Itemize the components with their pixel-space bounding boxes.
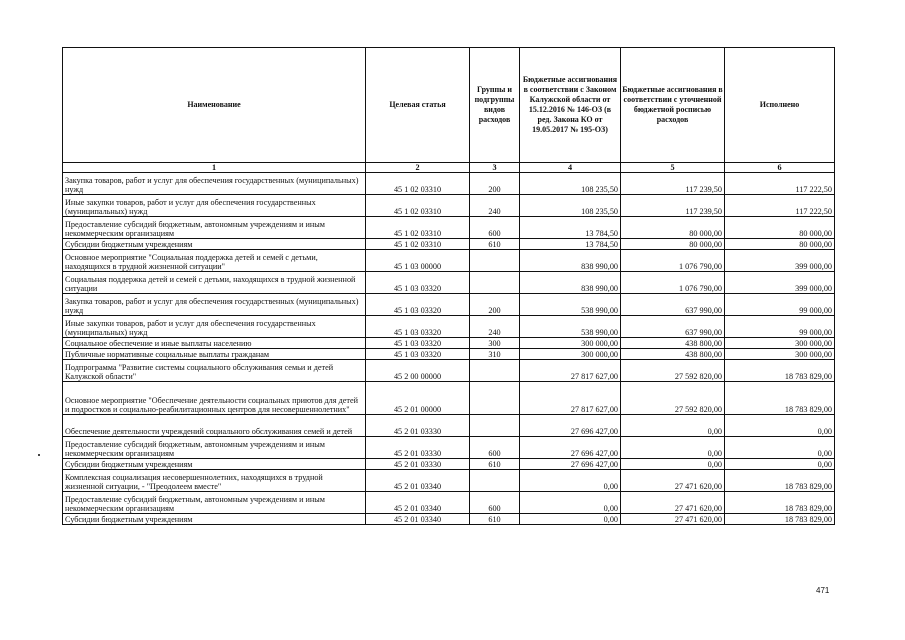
row-law-amount: 0,00 bbox=[520, 470, 621, 492]
row-law-amount: 27 696 427,00 bbox=[520, 415, 621, 437]
row-name: Предоставление субсидий бюджетным, автономным учреждениям и иным некоммерческим организациям bbox=[63, 437, 366, 459]
row-target-article: 45 1 03 00000 bbox=[366, 250, 470, 272]
table-row bbox=[63, 338, 835, 349]
row-target-article: 45 2 01 00000 bbox=[366, 382, 470, 415]
row-target-article: 45 1 03 03320 bbox=[366, 349, 470, 360]
column-number-row bbox=[63, 163, 835, 173]
row-law-amount: 27 817 627,00 bbox=[520, 382, 621, 415]
row-schedule-amount: 1 076 790,00 bbox=[621, 272, 725, 294]
row-schedule-amount: 117 239,50 bbox=[621, 195, 725, 217]
header-executed: Исполнено bbox=[725, 48, 835, 163]
row-schedule-amount: 0,00 bbox=[621, 437, 725, 459]
row-name: Субсидии бюджетным учреждениям bbox=[63, 239, 366, 250]
row-executed-amount: 300 000,00 bbox=[725, 349, 835, 360]
row-target-article: 45 2 00 00000 bbox=[366, 360, 470, 382]
column-number: 3 bbox=[470, 163, 520, 173]
header-expense-groups: Группы и подгруппы видов расходов bbox=[470, 48, 520, 163]
row-schedule-amount: 27 592 820,00 bbox=[621, 360, 725, 382]
row-name: Основное мероприятие "Обеспечение деятельности социальных приютов для детей и подростков и социально-реабилитационных центров для несовершеннолетних" bbox=[63, 382, 366, 415]
row-expense-group: 610 bbox=[470, 459, 520, 470]
row-schedule-amount: 27 471 620,00 bbox=[621, 514, 725, 525]
row-target-article: 45 2 01 03340 bbox=[366, 492, 470, 514]
row-expense-group: 610 bbox=[470, 514, 520, 525]
table-row bbox=[63, 316, 835, 338]
row-executed-amount: 80 000,00 bbox=[725, 239, 835, 250]
table-row bbox=[63, 470, 835, 492]
row-schedule-amount: 1 076 790,00 bbox=[621, 250, 725, 272]
row-target-article: 45 1 02 03310 bbox=[366, 217, 470, 239]
row-law-amount: 838 990,00 bbox=[520, 272, 621, 294]
budget-table bbox=[62, 47, 835, 525]
column-number: 5 bbox=[621, 163, 725, 173]
row-expense-group: 200 bbox=[470, 173, 520, 195]
row-law-amount: 538 990,00 bbox=[520, 294, 621, 316]
row-law-amount: 108 235,50 bbox=[520, 173, 621, 195]
row-law-amount: 0,00 bbox=[520, 514, 621, 525]
row-expense-group bbox=[470, 415, 520, 437]
row-target-article: 45 1 03 03320 bbox=[366, 272, 470, 294]
row-law-amount: 27 817 627,00 bbox=[520, 360, 621, 382]
row-expense-group: 200 bbox=[470, 294, 520, 316]
row-name: Комплексная социализация несовершеннолетних, находящихся в трудной жизненной ситуации, - "Преодолеем вместе" bbox=[63, 470, 366, 492]
table-row bbox=[63, 437, 835, 459]
table-row bbox=[63, 250, 835, 272]
row-expense-group bbox=[470, 272, 520, 294]
row-target-article: 45 1 03 03320 bbox=[366, 294, 470, 316]
table-row bbox=[63, 459, 835, 470]
row-name: Предоставление субсидий бюджетным, автономным учреждениям и иным некоммерческим организациям bbox=[63, 492, 366, 514]
header-target-article: Целевая статья bbox=[366, 48, 470, 163]
row-executed-amount: 0,00 bbox=[725, 459, 835, 470]
row-expense-group: 300 bbox=[470, 338, 520, 349]
row-name: Публичные нормативные социальные выплаты гражданам bbox=[63, 349, 366, 360]
row-schedule-amount: 117 239,50 bbox=[621, 173, 725, 195]
row-expense-group bbox=[470, 382, 520, 415]
row-schedule-amount: 438 800,00 bbox=[621, 349, 725, 360]
row-name: Закупка товаров, работ и услуг для обеспечения государственных (муниципальных) нужд bbox=[63, 173, 366, 195]
table-row bbox=[63, 195, 835, 217]
row-expense-group bbox=[470, 360, 520, 382]
row-name: Предоставление субсидий бюджетным, автономным учреждениям и иным некоммерческим организациям bbox=[63, 217, 366, 239]
row-expense-group: 240 bbox=[470, 195, 520, 217]
column-number: 4 bbox=[520, 163, 621, 173]
table-row bbox=[63, 360, 835, 382]
table-row bbox=[63, 173, 835, 195]
header-name: Наименование bbox=[63, 48, 366, 163]
row-executed-amount: 0,00 bbox=[725, 415, 835, 437]
column-number: 2 bbox=[366, 163, 470, 173]
row-name: Обеспечение деятельности учреждений социального обслуживания семей и детей bbox=[63, 415, 366, 437]
row-executed-amount: 399 000,00 bbox=[725, 250, 835, 272]
row-schedule-amount: 637 990,00 bbox=[621, 316, 725, 338]
row-expense-group: 240 bbox=[470, 316, 520, 338]
row-name: Социальная поддержка детей и семей с детьми, находящихся в трудной жизненной ситуации bbox=[63, 272, 366, 294]
row-name: Субсидии бюджетным учреждениям bbox=[63, 459, 366, 470]
row-schedule-amount: 637 990,00 bbox=[621, 294, 725, 316]
row-target-article: 45 2 01 03330 bbox=[366, 415, 470, 437]
row-executed-amount: 18 783 829,00 bbox=[725, 382, 835, 415]
row-law-amount: 108 235,50 bbox=[520, 195, 621, 217]
row-schedule-amount: 0,00 bbox=[621, 459, 725, 470]
row-schedule-amount: 0,00 bbox=[621, 415, 725, 437]
row-law-amount: 13 784,50 bbox=[520, 217, 621, 239]
row-executed-amount: 300 000,00 bbox=[725, 338, 835, 349]
row-executed-amount: 99 000,00 bbox=[725, 294, 835, 316]
row-executed-amount: 99 000,00 bbox=[725, 316, 835, 338]
column-number: 6 bbox=[725, 163, 835, 173]
row-name: Субсидии бюджетным учреждениям bbox=[63, 514, 366, 525]
row-law-amount: 300 000,00 bbox=[520, 338, 621, 349]
row-target-article: 45 2 01 03340 bbox=[366, 470, 470, 492]
page-number: 471 bbox=[816, 586, 830, 595]
row-law-amount: 538 990,00 bbox=[520, 316, 621, 338]
row-target-article: 45 1 02 03310 bbox=[366, 173, 470, 195]
row-target-article: 45 1 03 03320 bbox=[366, 338, 470, 349]
row-expense-group: 600 bbox=[470, 437, 520, 459]
row-expense-group bbox=[470, 250, 520, 272]
row-target-article: 45 2 01 03330 bbox=[366, 437, 470, 459]
header-schedule-allocations: Бюджетные ассигнования в соответствии с уточненной бюджетной росписью расходов bbox=[621, 48, 725, 163]
table-row bbox=[63, 415, 835, 437]
row-target-article: 45 2 01 03330 bbox=[366, 459, 470, 470]
table-row bbox=[63, 272, 835, 294]
row-law-amount: 27 696 427,00 bbox=[520, 437, 621, 459]
row-name: Подпрограмма "Развитие системы социального обслуживания семьи и детей Калужской области" bbox=[63, 360, 366, 382]
row-target-article: 45 2 01 03340 bbox=[366, 514, 470, 525]
table-row bbox=[63, 349, 835, 360]
row-executed-amount: 117 222,50 bbox=[725, 173, 835, 195]
row-law-amount: 838 990,00 bbox=[520, 250, 621, 272]
row-law-amount: 13 784,50 bbox=[520, 239, 621, 250]
row-name: Закупка товаров, работ и услуг для обеспечения государственных (муниципальных) нужд bbox=[63, 294, 366, 316]
row-expense-group bbox=[470, 470, 520, 492]
row-executed-amount: 80 000,00 bbox=[725, 217, 835, 239]
row-target-article: 45 1 02 03310 bbox=[366, 195, 470, 217]
row-schedule-amount: 80 000,00 bbox=[621, 217, 725, 239]
row-schedule-amount: 438 800,00 bbox=[621, 338, 725, 349]
row-executed-amount: 0,00 bbox=[725, 437, 835, 459]
row-schedule-amount: 27 592 820,00 bbox=[621, 382, 725, 415]
row-executed-amount: 18 783 829,00 bbox=[725, 360, 835, 382]
header-law-allocations: Бюджетные ассигнования в соответствии с Законом Калужской области от 15.12.2016 № 146-ОЗ (в ред. Закона КО от 19.05.2017 № 195-ОЗ) bbox=[520, 48, 621, 163]
column-number: 1 bbox=[63, 163, 366, 173]
row-executed-amount: 18 783 829,00 bbox=[725, 514, 835, 525]
row-schedule-amount: 80 000,00 bbox=[621, 239, 725, 250]
header-row bbox=[63, 48, 835, 163]
row-executed-amount: 399 000,00 bbox=[725, 272, 835, 294]
row-name: Основное мероприятие "Социальная поддержка детей и семей с детьми, находящихся в трудной жизненной ситуации" bbox=[63, 250, 366, 272]
row-schedule-amount: 27 471 620,00 bbox=[621, 470, 725, 492]
row-executed-amount: 18 783 829,00 bbox=[725, 492, 835, 514]
row-law-amount: 0,00 bbox=[520, 492, 621, 514]
scan-speck bbox=[38, 454, 40, 456]
row-target-article: 45 1 03 03320 bbox=[366, 316, 470, 338]
table-row bbox=[63, 382, 835, 415]
table-row bbox=[63, 294, 835, 316]
row-law-amount: 27 696 427,00 bbox=[520, 459, 621, 470]
table-row bbox=[63, 492, 835, 514]
row-law-amount: 300 000,00 bbox=[520, 349, 621, 360]
row-name: Социальное обеспечение и иные выплаты населению bbox=[63, 338, 366, 349]
row-name: Иные закупки товаров, работ и услуг для обеспечения государственных (муниципальных) нужд bbox=[63, 195, 366, 217]
row-expense-group: 310 bbox=[470, 349, 520, 360]
table-row bbox=[63, 514, 835, 525]
row-executed-amount: 18 783 829,00 bbox=[725, 470, 835, 492]
table-row bbox=[63, 217, 835, 239]
row-schedule-amount: 27 471 620,00 bbox=[621, 492, 725, 514]
row-executed-amount: 117 222,50 bbox=[725, 195, 835, 217]
row-target-article: 45 1 02 03310 bbox=[366, 239, 470, 250]
table-row bbox=[63, 239, 835, 250]
row-expense-group: 600 bbox=[470, 217, 520, 239]
row-expense-group: 610 bbox=[470, 239, 520, 250]
row-expense-group: 600 bbox=[470, 492, 520, 514]
row-name: Иные закупки товаров, работ и услуг для обеспечения государственных (муниципальных) нужд bbox=[63, 316, 366, 338]
